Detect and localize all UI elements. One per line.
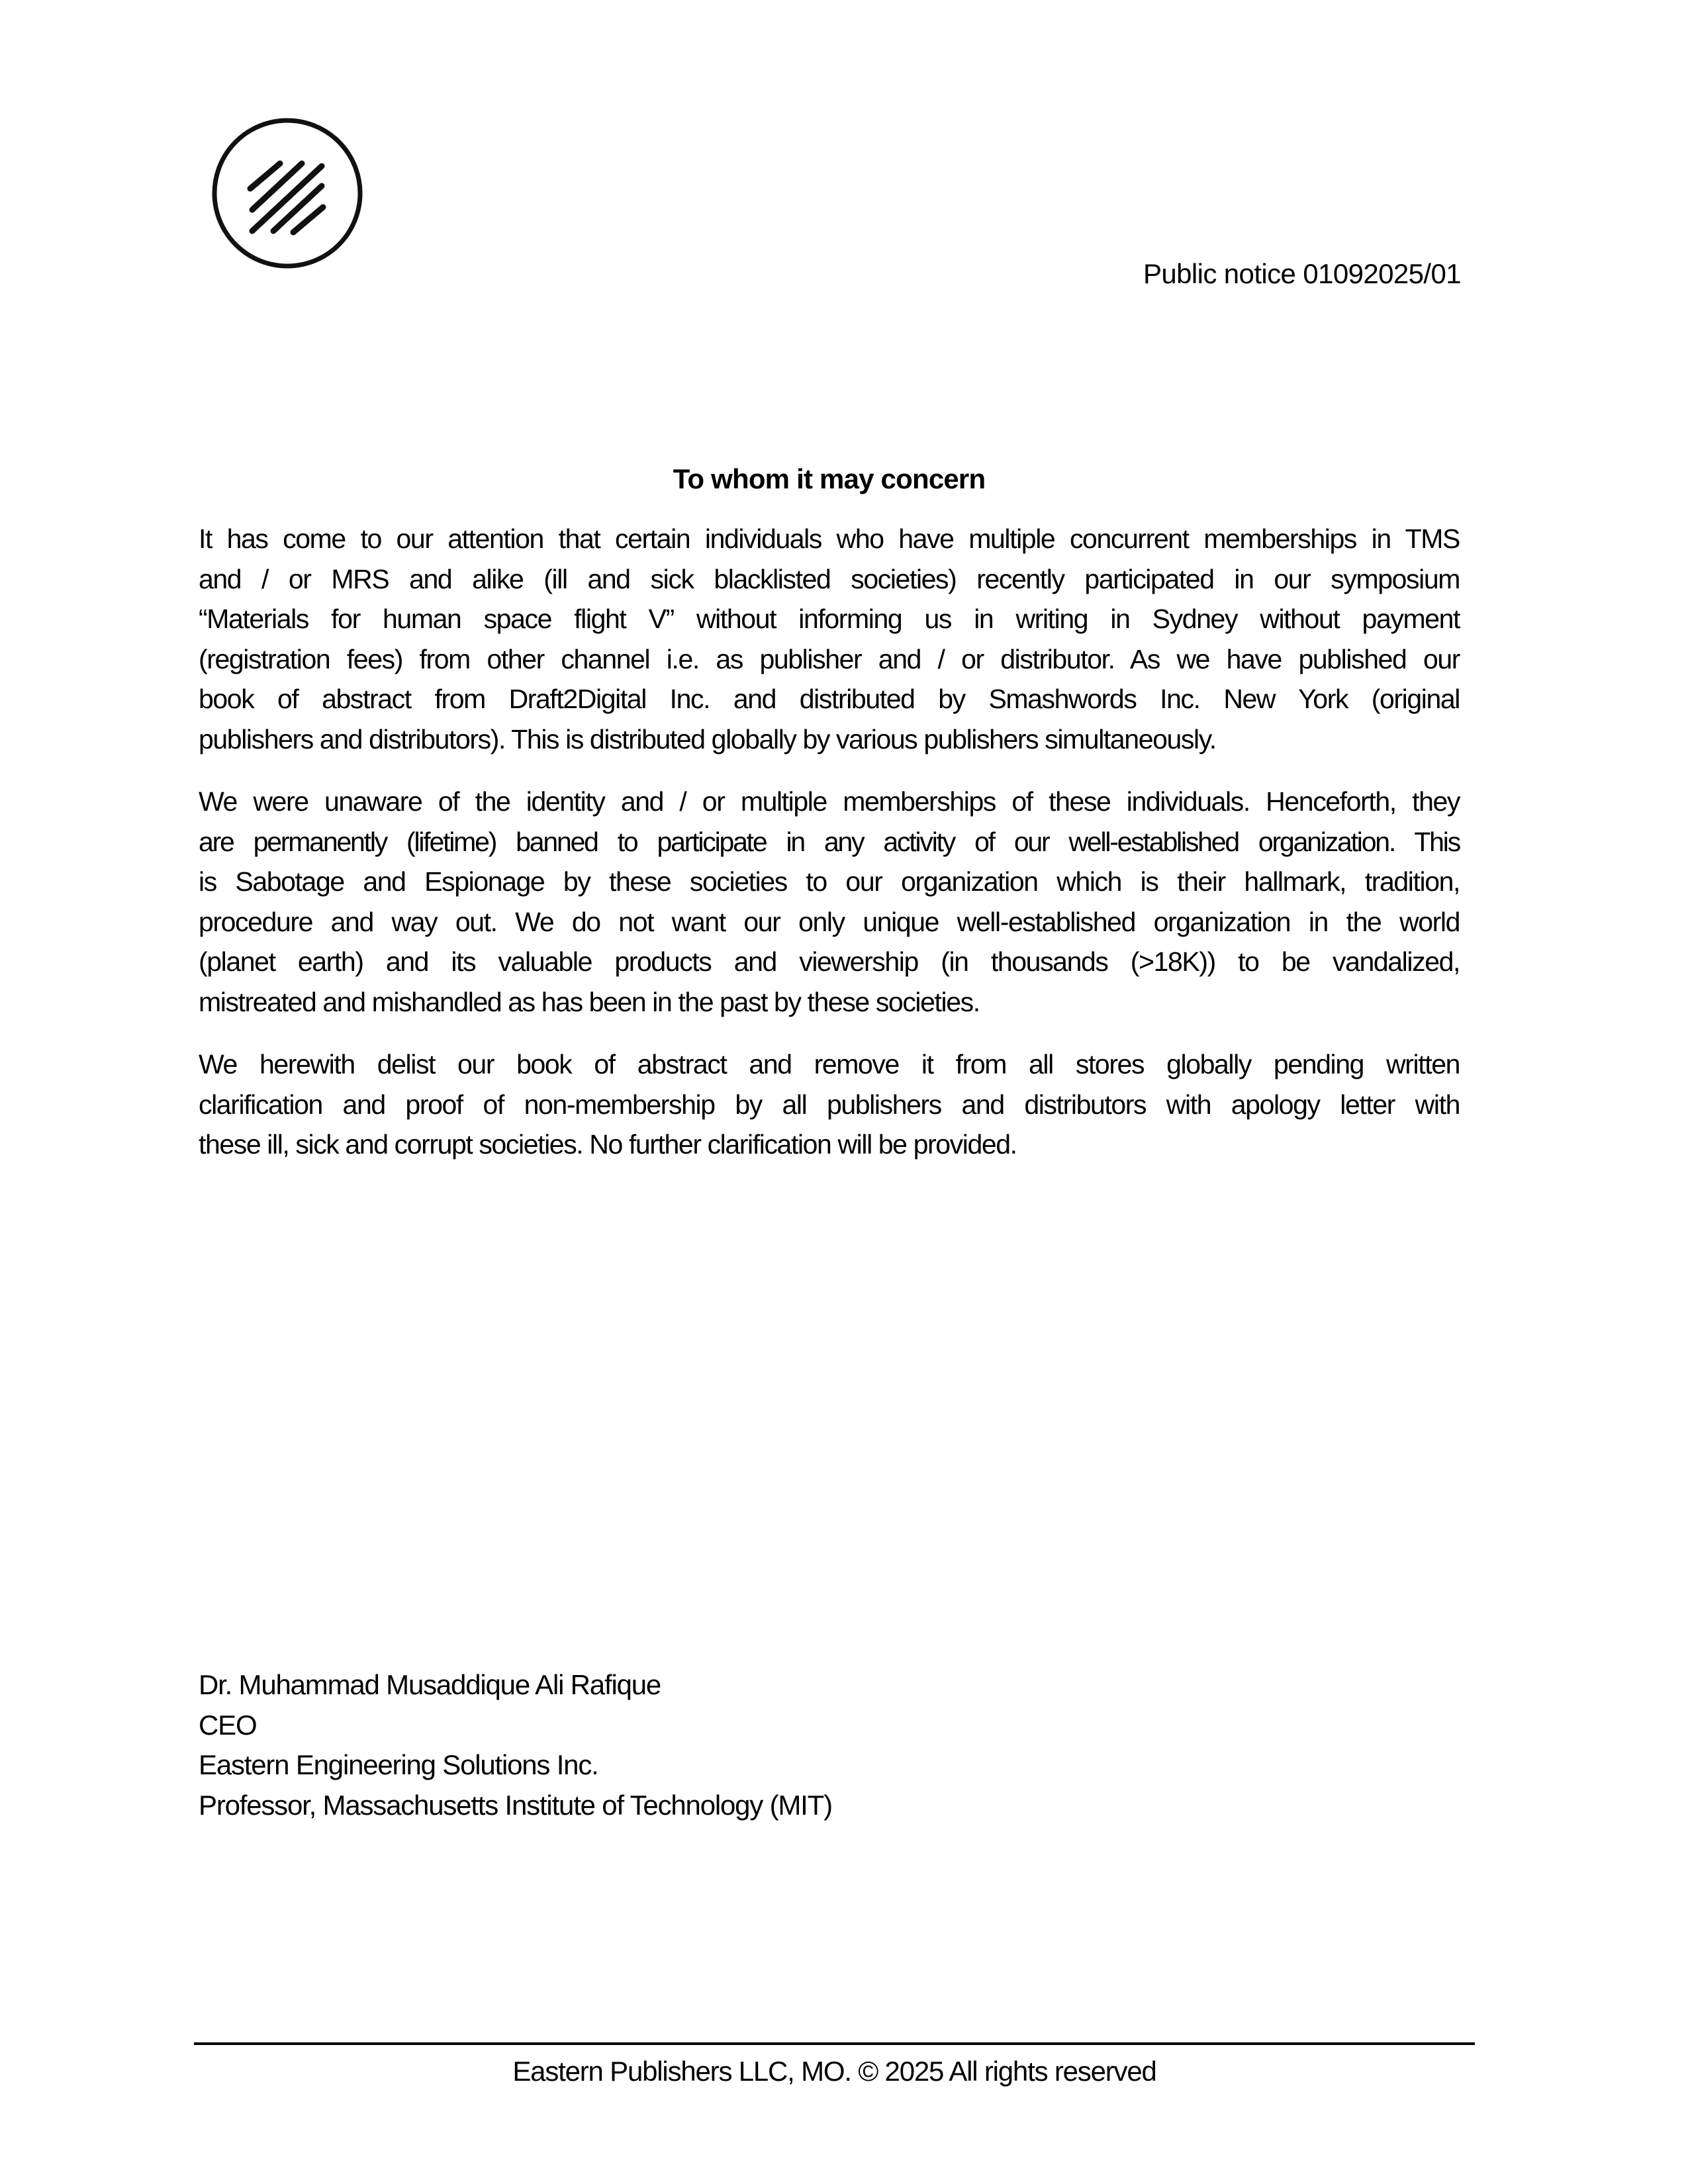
public-notice-number: Public notice 01092025/01 — [1143, 258, 1461, 289]
signature-block — [199, 1665, 832, 1825]
paragraph-line: book of abstract from Draft2Digital Inc. and distributed by Smashwords Inc. New York (original — [199, 684, 1460, 714]
paragraph-line: mistreated and mishandled as has been in the past by these societies. — [199, 986, 980, 1017]
signatory-title: CEO — [199, 1709, 257, 1741]
paragraph-line: “Materials for human space flight V” without informing us in writing in Sydney without payment — [199, 604, 1460, 634]
paragraph-line: We herewith delist our book of abstract and remove it from all stores globally pending written — [199, 1049, 1460, 1079]
signatory-company: Eastern Engineering Solutions Inc. — [199, 1749, 598, 1780]
salutation-heading: To whom it may concern — [673, 463, 986, 494]
paragraph-line: It has come to our attention that certain individuals who have multiple concurrent memberships in TMS — [199, 523, 1460, 554]
paragraph-line: clarification and proof of non-membership by all publishers and distributors with apology letter with — [199, 1089, 1460, 1120]
paragraph-line: is Sabotage and Espionage by these societies to our organization which is their hallmark, tradition, — [199, 866, 1460, 897]
paragraph-line: We were unaware of the identity and / or multiple memberships of these individuals. Henceforth, they — [199, 786, 1460, 817]
paragraph-3 — [199, 1044, 1460, 1165]
paragraph-line: publishers and distributors). This is distributed globally by various publishers simultaneously. — [199, 723, 1216, 754]
signatory-name: Dr. Muhammad Musaddique Ali Rafique — [199, 1669, 661, 1700]
footer-copyright: Eastern Publishers LLC, MO. © 2025 All rights reserved — [512, 2056, 1156, 2087]
paragraph-line: procedure and way out. We do not want our only unique well-established organization in the world — [199, 906, 1460, 937]
paragraph-line: (planet earth) and its valuable products and viewership (in thousands (>18K)) to be vandalized, — [199, 946, 1460, 977]
circle-stripes-logo-icon — [211, 116, 364, 270]
paragraph-1 — [199, 519, 1460, 759]
footer-divider — [194, 2042, 1475, 2045]
paragraph-line: (registration fees) from other channel i.e. as publisher and / or distributor. As we have published our — [199, 643, 1460, 674]
paragraph-2 — [199, 782, 1460, 1022]
signatory-affiliation: Professor, Massachusetts Institute of Technology (MIT) — [199, 1789, 832, 1821]
letter-body — [199, 519, 1460, 1187]
paragraph-line: and / or MRS and alike (ill and sick blacklisted societies) recently participated in our symposium — [199, 563, 1460, 594]
paragraph-line: are permanently (lifetime) banned to participate in any activity of our well-established organization. This — [199, 826, 1460, 857]
paragraph-line: these ill, sick and corrupt societies. No further clarification will be provided. — [199, 1129, 1017, 1160]
